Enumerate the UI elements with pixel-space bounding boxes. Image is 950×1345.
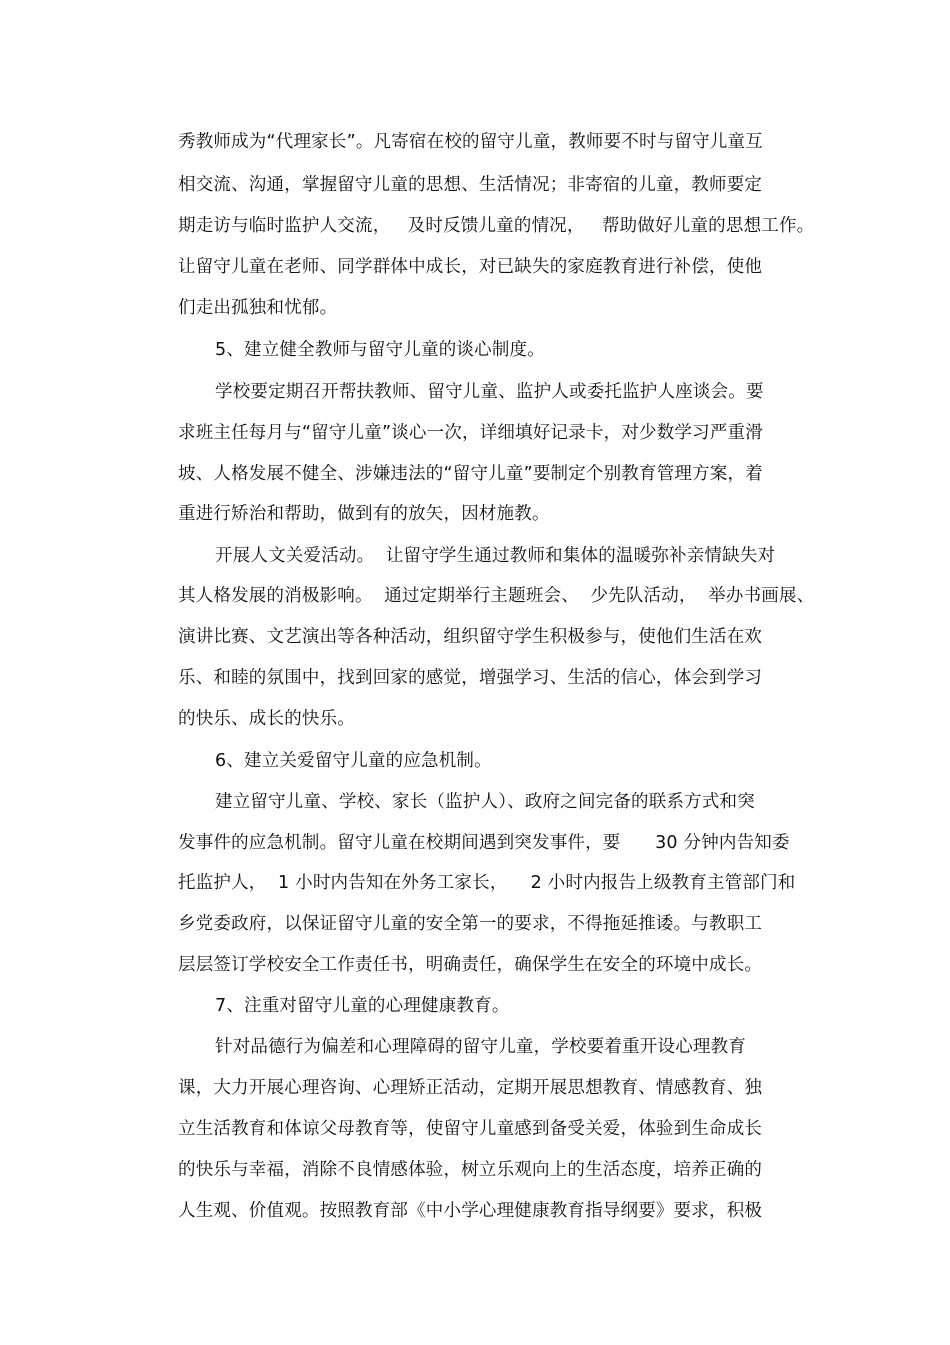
text-line: 的快乐与幸福，消除不良情感体验，树立乐观向上的生活态度，培养正确的 — [178, 1160, 763, 1180]
text-line: 其人格发展的消极影响。 通过定期举行主题班会、 少先队活动， 举办书画展、 — [178, 586, 815, 606]
text-line: 们走出孤独和忧郁。 — [178, 298, 338, 318]
text-line: 坡、人格发展不健全、涉嫌违法的“留守儿童”要制定个别教育管理方案，着 — [178, 464, 763, 484]
text-line: 秀教师成为“代理家长”。凡寄宿在校的留守儿童，教师要不时与留守儿童互 — [178, 132, 763, 152]
text-line: 相交流、沟通，掌握留守儿童的思想、生活情况；非寄宿的儿童，教师要定 — [178, 175, 763, 195]
text-line: 求班主任每月与“留守儿童”谈心一次，详细填好记录卡，对少数学习严重滑 — [178, 423, 763, 443]
text-line: 建立留守儿童、学校、家长（监护人）、政府之间完备的联系方式和突 — [215, 792, 755, 812]
text-line: 乐、和睦的氛围中，找到回家的感觉，增强学习、生活的信心，体会到学习 — [178, 668, 763, 688]
text-line: 重进行矫治和帮助，做到有的放矢，因材施教。 — [178, 504, 550, 524]
text-line: 的快乐、成长的快乐。 — [178, 709, 355, 729]
text-line: 学校要定期召开帮扶教师、留守儿童、监护人或委托监护人座谈会。要 — [215, 382, 764, 402]
text-line: 人生观、价值观。按照教育部《中小学心理健康教育指导纲要》要求，积极 — [178, 1201, 763, 1221]
text-line: 层层签订学校安全工作责任书，明确责任，确保学生在安全的环境中成长。 — [178, 955, 763, 975]
text-line: 期走访与临时监护人交流， 及时反馈儿童的情况， 帮助做好儿童的思想工作。 — [178, 216, 815, 236]
text-line: 托监护人， 1 小时内告知在外务工家长， 2 小时内报告上级教育主管部门和 — [178, 873, 796, 893]
text-line: 演讲比赛、文艺演出等各种活动，组织留守学生积极参与，使他们生活在欢 — [178, 627, 763, 647]
text-line: 开展人文关爱活动。 让留守学生通过教师和集体的温暖弥补亲情缺失对 — [215, 546, 776, 566]
section-heading-6: 6、建立关爱留守儿童的应急机制。 — [215, 751, 492, 771]
text-line: 让留守儿童在老师、同学群体中成长，对已缺失的家庭教育进行补偿，使他 — [178, 257, 763, 277]
text-line: 课，大力开展心理咨询、心理矫正活动，定期开展思想教育、情感教育、独 — [178, 1078, 763, 1098]
text-line: 发事件的应急机制。留守儿童在校期间遇到突发事件，要 30 分钟内告知委 — [178, 833, 790, 853]
text-line: 立生活教育和体谅父母教育等，使留守儿童感到备受关爱，体验到生命成长 — [178, 1119, 763, 1139]
text-line: 乡党委政府，以保证留守儿童的安全第一的要求，不得拖延推诿。与教职工 — [178, 914, 763, 934]
section-heading-7: 7、注重对留守儿童的心理健康教育。 — [215, 996, 510, 1016]
section-heading-5: 5、建立健全教师与留守儿童的谈心制度。 — [215, 340, 545, 360]
text-line: 针对品德行为偏差和心理障碍的留守儿童，学校要着重开设心理教育 — [215, 1037, 746, 1057]
